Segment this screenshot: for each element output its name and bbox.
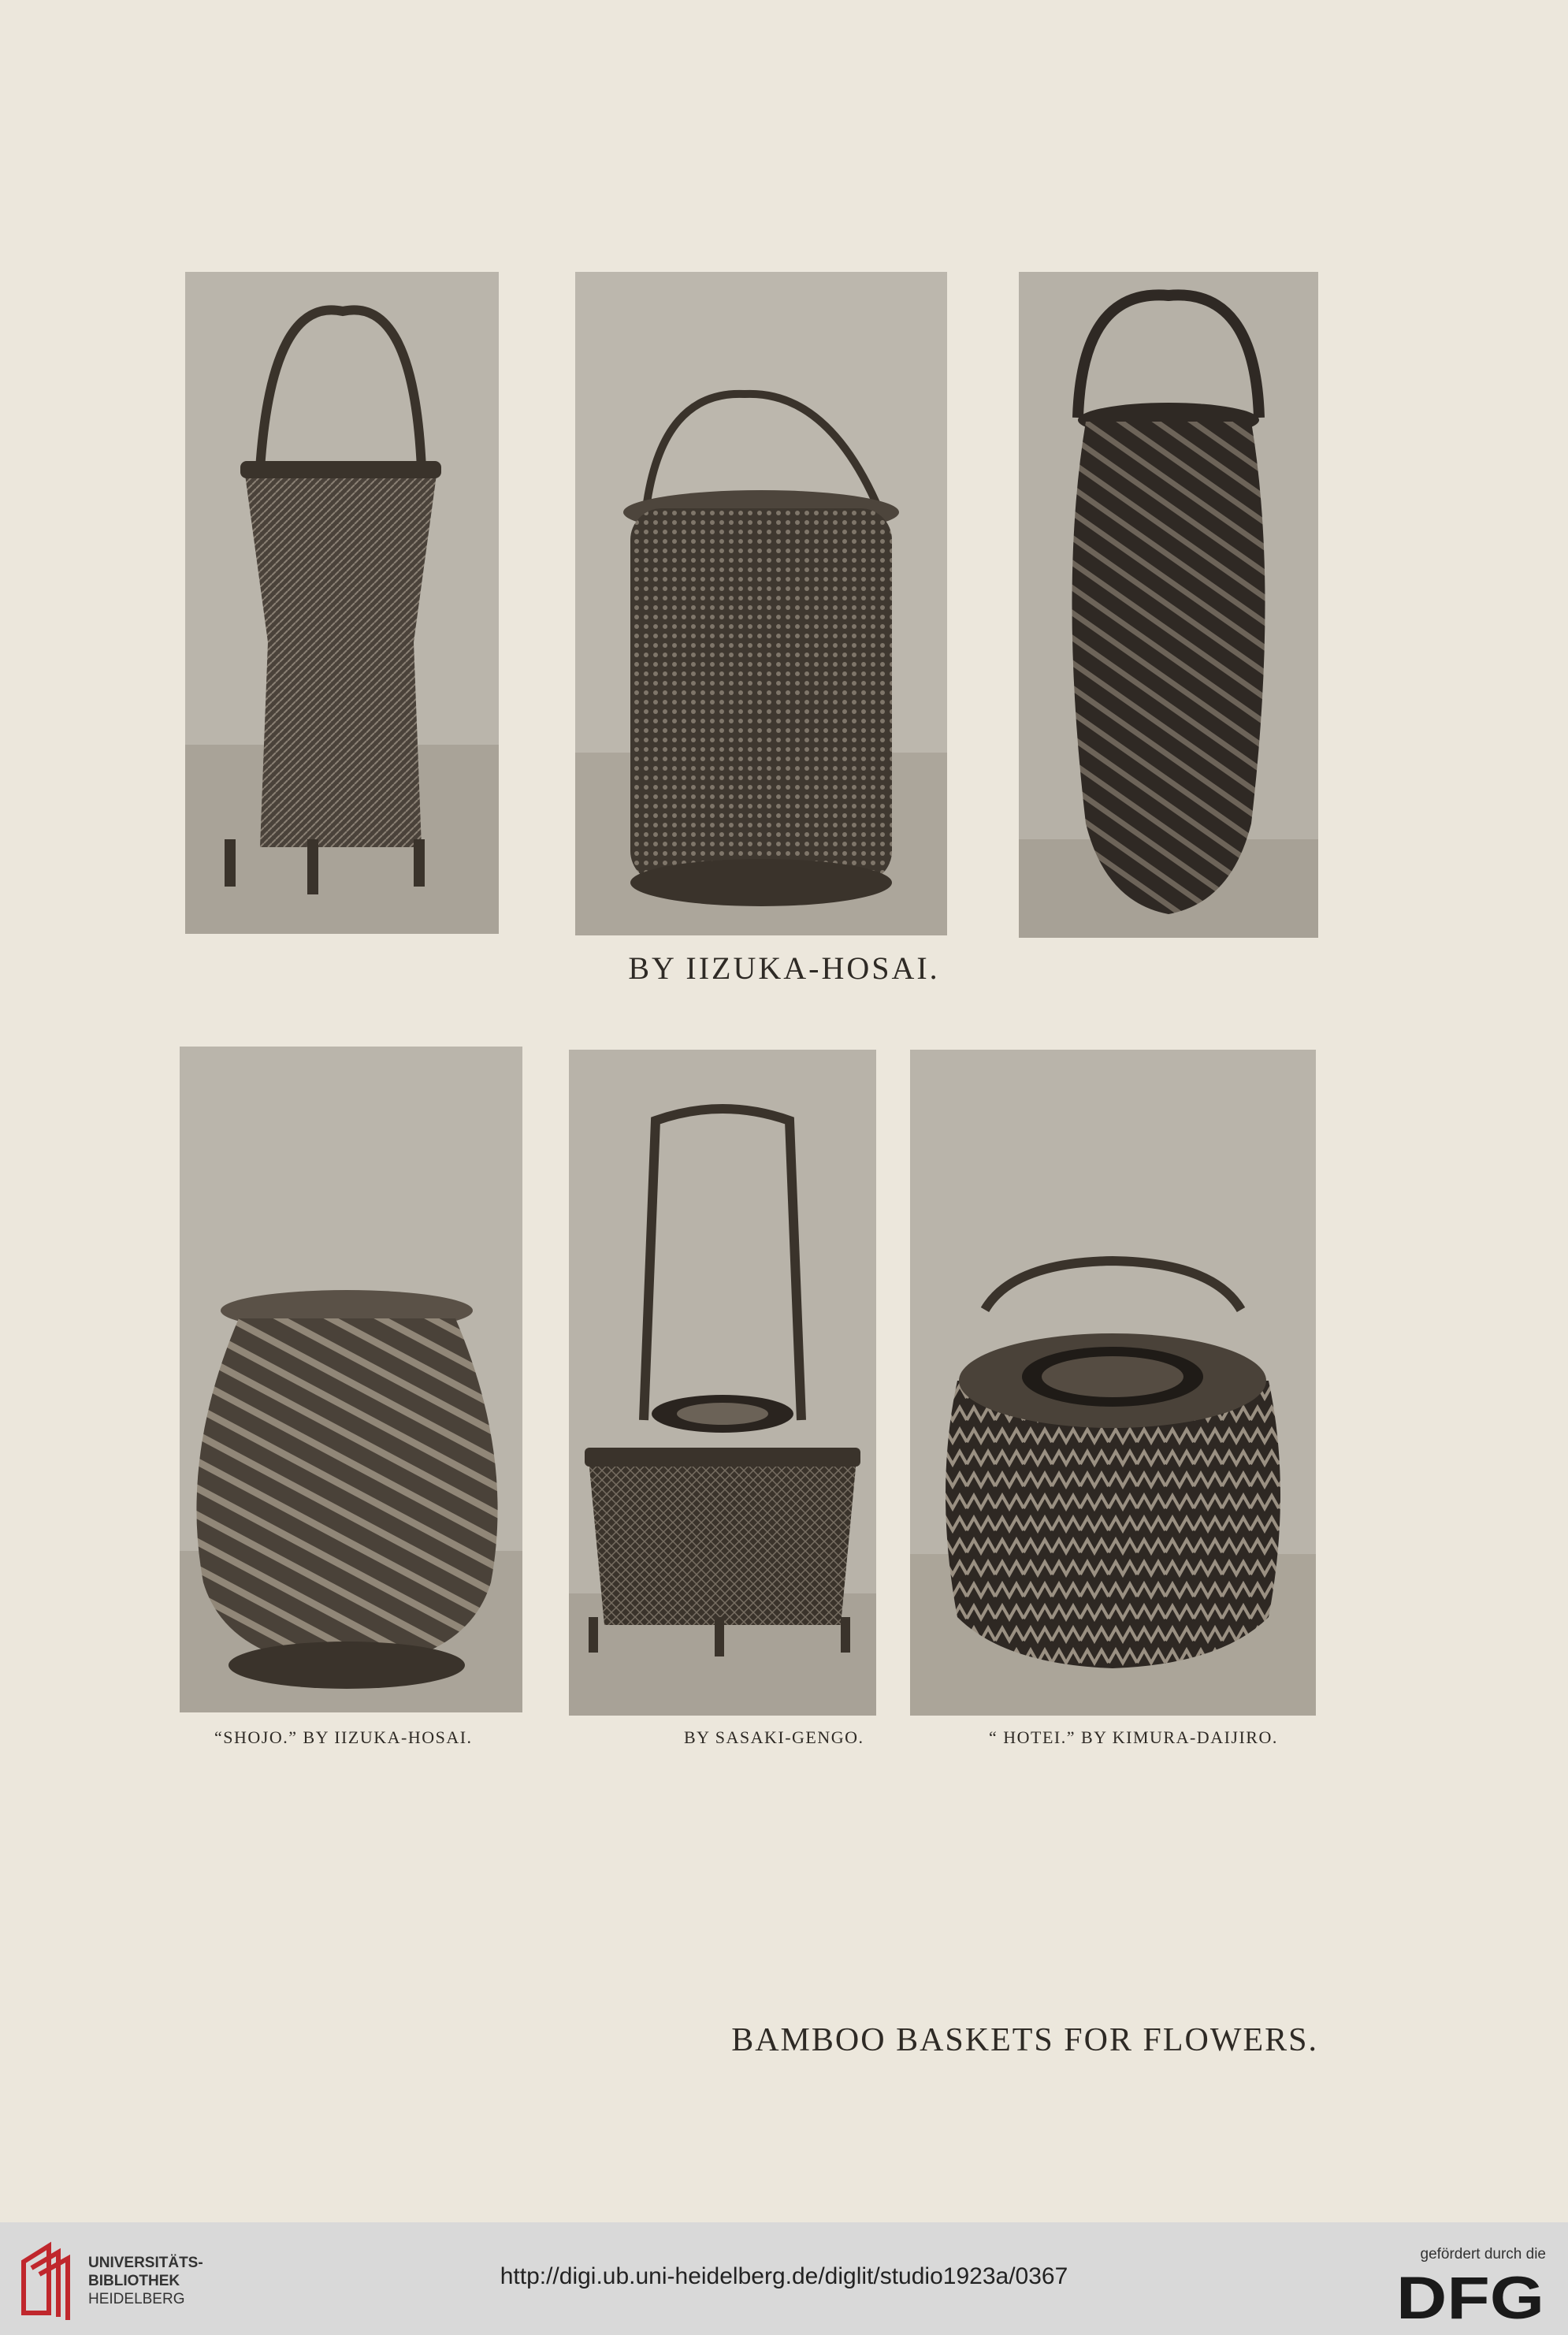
caption-hotei: “ HOTEI.” BY KIMURA-DAIJIRO. <box>989 1727 1278 1747</box>
photo-basket-cylinder-handle <box>575 272 947 935</box>
dfg-logo-text: DFG <box>1396 2270 1544 2325</box>
caption-top-row: BY IIZUKA-HOSAI. <box>628 950 940 986</box>
photo-basket-shojo <box>180 1047 522 1712</box>
library-line-2: BIBLIOTHEK <box>88 2273 180 2289</box>
photo-basket-spiral-bottle <box>1019 272 1318 938</box>
photo-basket-tall-handle <box>185 272 499 934</box>
dfg-logo-icon[interactable] <box>1396 2270 1546 2325</box>
photo-basket-tall-frame <box>569 1050 876 1716</box>
library-line-1: UNIVERSITÄTS- <box>88 2255 203 2271</box>
permalink-url[interactable]: http://digi.ub.uni-heidelberg.de/diglit/studio1923a/0367 <box>500 2263 1068 2289</box>
photo-basket-hotei <box>910 1050 1316 1716</box>
library-line-3: HEIDELBERG <box>88 2291 185 2307</box>
sponsor-label: gefördert durch die <box>1420 2246 1546 2262</box>
footer-bar <box>0 2222 1568 2335</box>
plate-title: BAMBOO BASKETS FOR FLOWERS. <box>731 2022 1318 2058</box>
caption-shojo: “SHOJO.” BY IIZUKA-HOSAI. <box>214 1727 473 1747</box>
caption-sasaki-gengo: BY SASAKI-GENGO. <box>684 1727 864 1747</box>
